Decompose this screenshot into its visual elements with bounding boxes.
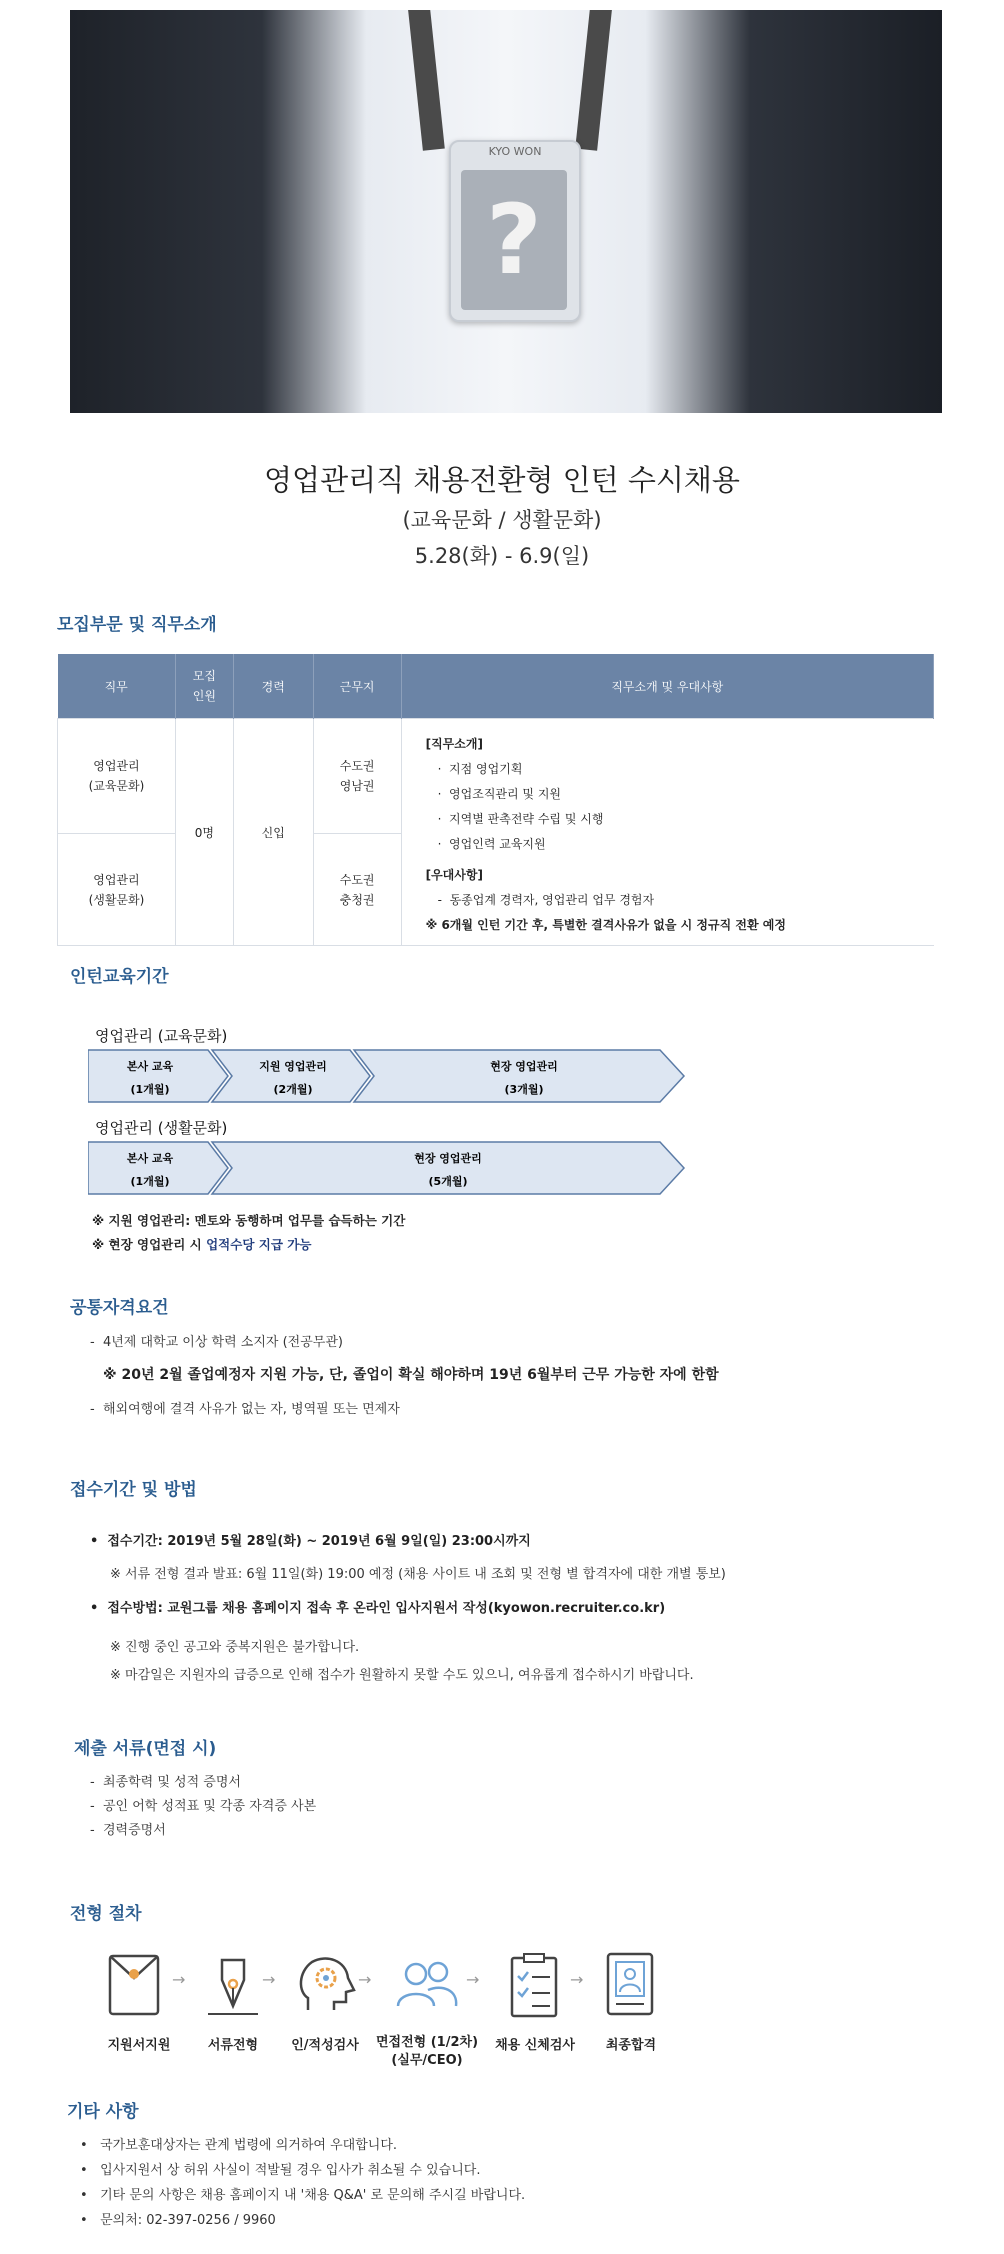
etc-item: • 문의처: 02-397-0256 / 9960 (80, 2213, 276, 2228)
intern-note-field: ※ 현장 영업관리 시 업적수당 지급 가능 (92, 1237, 312, 1252)
section-title-intern: 인턴교육기간 (70, 967, 169, 987)
badge-logo: KYO WON (488, 145, 542, 158)
job-cell (58, 719, 176, 834)
step-name: 지원 영업관리 (259, 1060, 327, 1073)
step-duration: (5개월) (428, 1175, 468, 1188)
checklist-icon (500, 1950, 570, 2020)
track-label-living: 영업관리 (생활문화) (95, 1119, 228, 1137)
step-label: 서류전형 (207, 2038, 259, 2053)
list-item: - 동종업계 경력자, 영업관리 업무 경험자 (437, 893, 655, 907)
job-division: (생활문화) (88, 892, 145, 907)
section-title-process: 전형 절차 (70, 1904, 142, 1924)
job-division: (교육문화) (88, 779, 145, 793)
step-duration: (1개월) (130, 1083, 170, 1096)
col-header-location: 근무지 (313, 654, 401, 719)
page-title: 영업관리직 채용전환형 인턴 수시채용 (264, 463, 740, 497)
section-title-docs: 제출 서류(면접 시) (74, 1739, 217, 1759)
people-icon (392, 1950, 462, 2020)
step-label: 최종합격 (605, 2038, 657, 2053)
job-name: 영업관리 (93, 759, 140, 773)
location-cell: 수도권 충청권 (313, 834, 401, 946)
bonus-highlight: 업적수당 지급 가능 (206, 1237, 312, 1252)
doc-item: - 최종학력 및 성적 증명서 (90, 1775, 241, 1790)
description-cell (401, 719, 933, 946)
apply-method-note: ※ 진행 중인 공고와 중복지원은 불가합니다. (110, 1640, 360, 1655)
flow-arrow-icon: → (466, 1970, 480, 1989)
pref-title: [우대사항] (425, 868, 483, 882)
flow-arrow-icon: → (358, 1970, 372, 1989)
etc-item: • 입사지원서 상 허위 사실이 적발될 경우 입사가 취소될 수 있습니다. (80, 2163, 481, 2178)
qual-item: - 4년제 대학교 이상 학력 소지자 (전공무관) (90, 1335, 343, 1350)
step-name: 본사 교육 (126, 1060, 174, 1073)
section-title-etc: 기타 사항 (67, 2102, 139, 2122)
section-title-qual: 공통자격요건 (70, 1298, 169, 1318)
count-cell: 0명 (175, 719, 233, 946)
col-header-job: 직무 (58, 654, 176, 719)
id-badge (449, 140, 581, 322)
step-duration: (1개월) (130, 1175, 170, 1188)
flow-arrow-icon: → (570, 1970, 584, 1989)
location-cell: 수도권 영남권 (313, 719, 401, 834)
qual-item: - 해외여행에 결격 사유가 없는 자, 병역필 또는 면제자 (90, 1402, 400, 1417)
track-label-education: 영업관리 (교육문화) (95, 1027, 228, 1045)
lanyard-right (575, 10, 613, 151)
envelope-icon (104, 1950, 174, 2020)
step-label: 인/적성검사 (291, 2038, 359, 2053)
step-label: 지원서지원 (107, 2038, 171, 2053)
col-header-description: 직무소개 및 우대사항 (401, 654, 933, 719)
step-duration: (3개월) (504, 1083, 544, 1096)
conversion-note: ※ 6개월 인턴 기간 후, 특별한 결격사유가 없을 시 정규직 전환 예정 (425, 918, 786, 932)
page-subtitle: (교육문화 / 생활문화) (402, 508, 602, 532)
intern-note-support: ※ 지원 영업관리: 멘토와 동행하며 업무를 습득하는 기간 (92, 1213, 406, 1228)
step-label: 면접전형 (1/2차) (실무/CEO) (375, 2035, 479, 2068)
step-duration: (2개월) (273, 1083, 313, 1096)
flow-arrow-icon: → (172, 1970, 186, 1989)
col-header-count: 모집 인원 (175, 654, 233, 719)
id-card-icon (596, 1950, 666, 2020)
table-header-row (58, 654, 934, 719)
list-item: · 지역별 판촉전략 수립 및 시행 (437, 812, 604, 826)
step-label: 채용 신체검사 (495, 2038, 575, 2053)
list-item: · 영업인력 교육지원 (437, 837, 546, 851)
apply-period-note: ※ 서류 전형 결과 발표: 6월 11일(화) 19:00 예정 (채용 사이트 내 조회 및 전형 별 합격자에 대한 개별 통보) (110, 1567, 726, 1582)
apply-method-note: ※ 마감일은 지원자의 급증으로 인해 접수가 원활하지 못할 수도 있으니, 여유롭게 접수하시기 바랍니다. (110, 1668, 694, 1683)
flow-arrow-icon: → (262, 1970, 276, 1989)
etc-item: • 기타 문의 사항은 채용 홈페이지 내 '채용 Q&A' 로 문의해 주시길 바랍니다. (80, 2188, 526, 2203)
step-name: 현장 영업관리 (490, 1060, 558, 1073)
qual-note: ※ 20년 2월 졸업예정자 지원 가능, 단, 졸업이 확실 해야하며 19년 6월부터 근무 가능한 자에 한함 (103, 1367, 719, 1383)
job-cell (58, 834, 176, 946)
head-gear-icon (290, 1950, 360, 2020)
intro-title: [직무소개] (425, 737, 483, 751)
table-row (58, 719, 934, 834)
career-cell: 신입 (233, 719, 313, 946)
track-arrows-education (88, 1048, 688, 1104)
col-header-career: 경력 (233, 654, 313, 719)
recruit-period: 5.28(화) - 6.9(일) (414, 544, 590, 568)
doc-item: - 공인 어학 성적표 및 각종 자격증 사본 (90, 1799, 317, 1814)
etc-item: • 국가보훈대상자는 관계 법령에 의거하여 우대합니다. (80, 2138, 398, 2153)
track-arrows-living (88, 1140, 688, 1196)
apply-method: • 접수방법: 교원그룹 채용 홈페이지 접속 후 온라인 입사지원서 작성(kyowon.recruiter.co.kr) (90, 1601, 666, 1616)
apply-period: • 접수기간: 2019년 5월 28일(화) ~ 2019년 6월 9일(일) 23:00시까지 (90, 1534, 531, 1549)
step-name: 본사 교육 (126, 1152, 174, 1165)
hero-image (70, 10, 942, 413)
pen-nib-icon (198, 1950, 268, 2020)
lanyard-left (407, 10, 445, 151)
step-name: 현장 영업관리 (414, 1152, 482, 1165)
list-item: · 지점 영업기획 (437, 762, 523, 776)
job-name: 영업관리 (93, 872, 140, 887)
question-mark-icon: ? (461, 170, 567, 310)
doc-item: - 경력증명서 (90, 1823, 166, 1838)
section-title-recruit: 모집부문 및 직무소개 (57, 615, 217, 635)
list-item: · 영업조직관리 및 지원 (437, 787, 562, 801)
recruit-table (57, 654, 934, 946)
section-title-apply: 접수기간 및 방법 (70, 1480, 197, 1500)
